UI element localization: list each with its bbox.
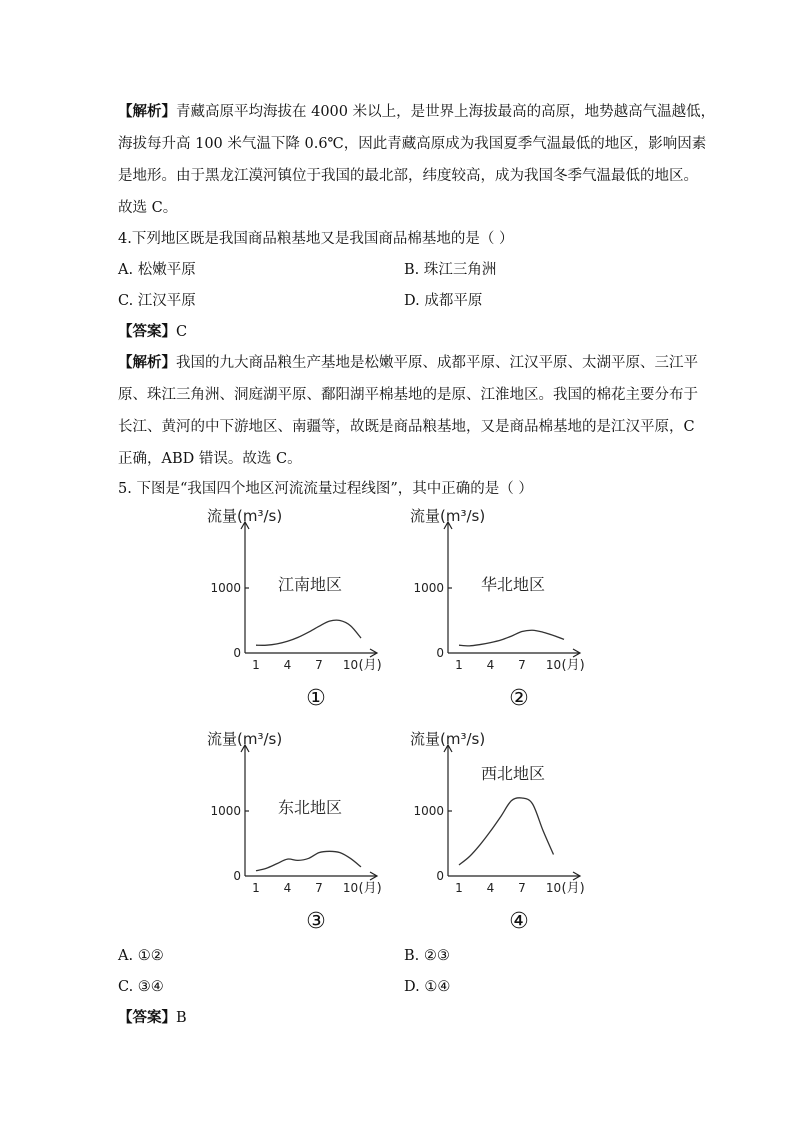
analysis-text: 青藏高原平均海拔在 4000 米以上，是世界上海拔最高的高原，地势越高气温越低， — [176, 104, 716, 120]
y-tick-label: 1000 — [210, 581, 241, 595]
q4-option-b: B. 珠江三角洲 — [404, 262, 497, 278]
flow-curve — [256, 620, 361, 645]
x-tick-label: 10 — [342, 881, 359, 895]
x-tick-label: 10 — [342, 658, 359, 672]
q4-option-c: C. 江汉平原 — [118, 293, 196, 309]
x-tick-label: 4 — [486, 881, 495, 895]
x-tick-label: 10 — [545, 658, 562, 672]
x-tick-label: 1 — [252, 658, 260, 672]
answer-tag: 【答案】 — [118, 323, 176, 340]
flow-chart-dongbei — [205, 723, 395, 903]
flow-chart-jiangnan — [205, 500, 395, 680]
x-tick-label: 7 — [518, 658, 526, 672]
answer-value: B — [176, 1010, 187, 1026]
region-label: 西北地区 — [480, 764, 546, 783]
q4-answer — [118, 322, 187, 342]
region-label: 江南地区 — [277, 575, 343, 594]
region-label: 东北地区 — [277, 798, 343, 817]
x-tick-label: 7 — [518, 881, 526, 895]
q3-analysis-line-1 — [118, 102, 715, 122]
answer-tag: 【答案】 — [118, 1009, 176, 1026]
y-axis-label: 流量(m³/s) — [410, 730, 486, 748]
chart-caption-3: ③ — [306, 909, 326, 934]
q3-analysis-line-3: 是地形。由于黑龙江漠河镇位于我国的最北部，纬度较高，成为我国冬季气温最低的地区。 — [118, 168, 698, 184]
x-axis-label: (月) — [561, 881, 585, 896]
chart-caption-4: ④ — [509, 909, 529, 934]
analysis-tag: 【解析】 — [118, 354, 176, 371]
x-tick-label: 4 — [283, 658, 292, 672]
q4-stem: 4.下列地区既是我国商品粮基地又是我国商品棉基地的是（ ） — [118, 231, 514, 247]
q3-analysis-line-4: 故选 C。 — [118, 200, 178, 216]
flow-chart-xibei — [408, 723, 598, 903]
q5-stem: 5. 下图是“我国四个地区河流流量过程线图”，其中正确的是（ ） — [118, 481, 533, 497]
x-tick-label: 1 — [455, 881, 463, 895]
y-tick-label: 0 — [233, 646, 241, 660]
x-axis-label: (月) — [358, 881, 382, 896]
q4-option-a: A. 松嫩平原 — [118, 262, 196, 278]
q4-analysis-line-4: 正确，ABD 错误。故选 C。 — [118, 451, 302, 467]
q4-analysis-line-3: 长江、黄河的中下游地区、南疆等，故既是商品粮基地，又是商品棉基地的是江汉平原，C — [118, 419, 695, 435]
q5-option-c: C. ③④ — [118, 979, 164, 995]
x-tick-label: 4 — [283, 881, 292, 895]
x-tick-label: 1 — [252, 881, 260, 895]
region-label: 华北地区 — [480, 575, 546, 594]
flow-chart-huabei — [408, 500, 598, 680]
answer-value: C — [176, 324, 188, 340]
q5-option-a: A. ①② — [118, 948, 164, 964]
analysis-tag: 【解析】 — [118, 103, 176, 120]
q3-analysis-line-2: 海拔每升高 100 米气温下降 0.6℃，因此青藏高原成为我国夏季气温最低的地区，影响因素 — [118, 136, 707, 152]
x-tick-label: 4 — [486, 658, 495, 672]
y-tick-label: 0 — [233, 869, 241, 883]
y-axis-label: 流量(m³/s) — [410, 507, 486, 525]
q5-option-d: D. ①④ — [404, 979, 451, 995]
y-tick-label: 1000 — [413, 581, 444, 595]
flow-curve — [459, 630, 564, 646]
x-tick-label: 10 — [545, 881, 562, 895]
y-tick-label: 0 — [436, 869, 444, 883]
x-tick-label: 7 — [315, 881, 323, 895]
x-axis-label: (月) — [561, 658, 585, 673]
y-axis-label: 流量(m³/s) — [207, 507, 283, 525]
x-tick-label: 7 — [315, 658, 323, 672]
analysis-text: 我国的九大商品粮生产基地是松嫩平原、成都平原、江汉平原、太湖平原、三江平 — [176, 355, 698, 371]
q5-option-b: B. ②③ — [404, 948, 450, 964]
x-axis-label: (月) — [358, 658, 382, 673]
y-tick-label: 1000 — [413, 804, 444, 818]
chart-caption-1: ① — [306, 686, 326, 711]
x-tick-label: 1 — [455, 658, 463, 672]
y-tick-label: 0 — [436, 646, 444, 660]
y-axis-label: 流量(m³/s) — [207, 730, 283, 748]
q4-analysis-line-1 — [118, 353, 698, 373]
flow-curve — [256, 851, 361, 871]
chart-caption-2: ② — [509, 686, 529, 711]
q4-analysis-line-2: 原、珠江三角洲、洞庭湖平原、鄱阳湖平棉基地的是原、江淮地区。我国的棉花主要分布于 — [118, 387, 698, 403]
q5-answer — [118, 1008, 187, 1028]
q4-option-d: D. 成都平原 — [404, 293, 483, 309]
y-tick-label: 1000 — [210, 804, 241, 818]
flow-curve — [459, 798, 554, 865]
